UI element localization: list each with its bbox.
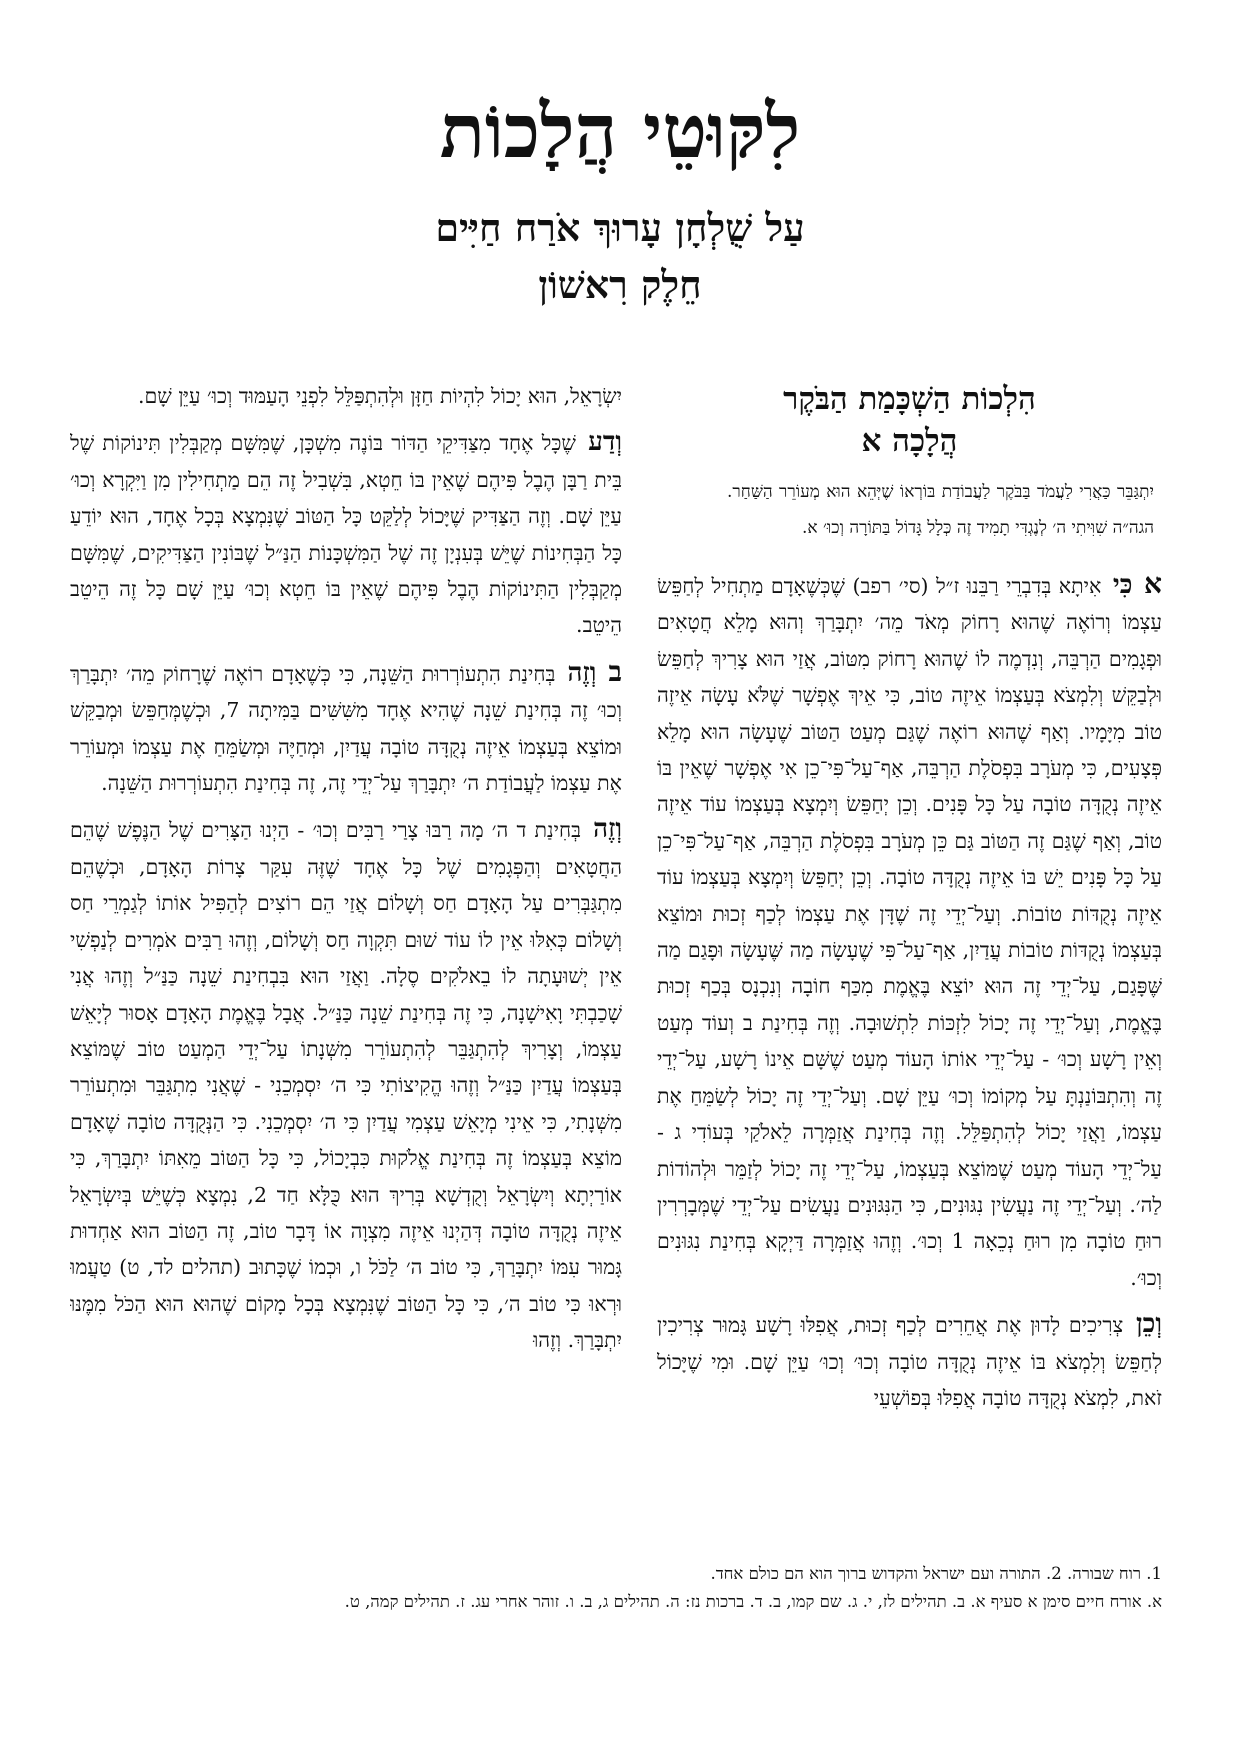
paragraph-text: אִיתָא בְּדִבְרֵי רַבֵּנוּ ז״ל (סי׳ רפב) שֶׁכְּשֶׁאָדָם מַתְחִיל לְחַפֵּשׂ עַצְמוֹ וְרוֹאֶה שֶׁהוּא רָחוֹק מְאֹד מֵה׳ יִתְבָּרַךְ וְהוּא מָלֵא חֲטָאִים וּפְגָמִים הַרְבֵּה, וְנִדְמֶה לוֹ שֶׁהוּא רָחוֹק מִטּוֹב, אֲזַי הוּא צָרִיךְ לְחַפֵּשׂ וּלְבַקֵּשׁ וְלִמְצֹא בְּעַצְמוֹ אֵיזֶה טוֹב, כִּי אֵיךְ אֶפְשָׁר שֶׁלֹּא עָשָׂה אֵיזֶה טוֹב מִיָּמָיו. וְאַף שֶׁהוּא רוֹאֶה שֶׁגַּם מְעַט הַטּוֹב שֶׁעָשָׂה הוּא מָלֵא פְּצָעִים, כִּי מְעֹרָב בִּפְסֹלֶת הַרְבֵּה, אַף־עַל־פִּי־כֵן אִי אֶפְשָׁר שֶׁאֵין בּוֹ אֵיזֶה נְקֻדָּה טוֹבָה עַל כָּל פָּנִים. וְכֵן יְחַפֵּשׂ וְיִמְצָא בְּעַצְמוֹ עוֹד אֵיזֶה טוֹב, וְאַף שֶׁגַּם זֶה הַטּוֹב גַּם כֵּן מְעֹרָב בִּפְסֹלֶת הַרְבֵּה, אַף־עַל־פִּי־כֵן עַל כָּל פָּנִים יֵשׁ בּוֹ אֵיזֶה נְקֻדָּה טוֹבָה. וְכֵן יְחַפֵּשׂ וְיִמְצָא בְּעַצְמוֹ עוֹד אֵיזֶה נְקֻדּוֹת טוֹבוֹת. וְעַל־יְדֵי זֶה שֶׁדָּן אֶת עַצְמוֹ לְכַף זְכוּת וּמוֹצֵא בְּעַצְמוֹ נְקֻדּוֹת טוֹבוֹת עֲדַיִן, אַף־עַל־פִּי שֶׁעָשָׂה מַה שֶּׁעָשָׂה וּפָגַם מַה שֶּׁפָּגַם, עַל־יְדֵי זֶה הוּא יוֹצֵא בֶּאֱמֶת מִכַּף חוֹבָה וְנִכְנָס בְּכַף זְכוּת בֶּאֱמֶת, וְעַל־יְדֵי זֶה יָכוֹל לִזְכּוֹת לִתְשׁוּבָה. וְזֶה בְּחִינַת ב וְעוֹד מְעַט וְאֵין רָשָׁע וְכוּ׳ - עַל־יְדֵי אוֹתוֹ הָעוֹד מְעַט שֶׁשָּׁם אֵינוֹ רָשָׁע, עַל־יְדֵי זֶה וְהִתְבּוֹנַנְתָּ עַל מְקוֹמוֹ וְכוּ׳ עַיֵּן שָׁם. וְעַל־יְדֵי זֶה יָכוֹל לְשַׂמֵּחַ אֶת עַצְמוֹ, וַאֲזַי יָכוֹל לְהִתְפַּלֵּל. וְזֶה בְּחִינַת אֲזַמְּרָה לֵאלֹקַי בְּעוֹדִי ג - עַל־יְדֵי הָעוֹד מְעַט שֶׁמּוֹצֵא בְּעַצְמוֹ, עַל־יְדֵי זֶה יָכוֹל לְזַמֵּר וּלְהוֹדוֹת לַה׳. וְעַל־יְדֵי זֶה נַעֲשִׂין נִגּוּנִים, כִּי הַנִּגּוּנִים נַעֲשִׂים עַל־יְדֵי שֶׁמְּבָרְרִין רוּחַ טוֹבָה מִן רוּחַ נְכֵאָה 1 וְכוּ׳. וְזֶהוּ אֲזַמְּרָה דַּיְקָא בְּחִינַת נִגּוּנִים וְכוּ׳. bbox=[657, 574, 1162, 1290]
opening-word: וְדַע bbox=[588, 427, 622, 458]
shulchan-aruch-quote: יִתְגַּבֵּר כַּאֲרִי לַעֲמֹד בַּבֹּקֶר לַעֲבוֹדַת בּוֹרְאוֹ שֶׁיְּהֵא הוּא מְעוֹרֵר הַשַּׁחַר. הגה״ה שִׁוִּיתִי ה׳ לְנֶגְדִּי תָמִיד זֶה כְּלָל גָּדוֹל בַּתּוֹרָה וְכוּ׳ א. bbox=[727, 482, 1154, 538]
paragraph-text: צְרִיכִים לָדוּן אֶת אֲחֵרִים לְכַף זְכוּת, אֲפִלּוּ רָשָׁע גָּמוּר צְרִיכִין לְחַפֵּשׂ וְלִמְצֹא בּוֹ אֵיזֶה נְקֻדָּה טוֹבָה וְכוּ׳ וְכוּ׳ עַיֵּן שָׁם. וּמִי שֶׁיָּכוֹל זֹאת, לִמְצֹא נְקֻדָּה טוֹבָה אֲפִלּוּ בְּפוֹשְׁעֵי bbox=[657, 1313, 1162, 1410]
paragraph-continuation bbox=[70, 378, 622, 414]
opening-word: כִּי bbox=[1112, 570, 1133, 600]
book-part: חֵלֶק רִאשׁוֹן bbox=[538, 262, 702, 307]
paragraph-vezeh bbox=[70, 811, 622, 1358]
paragraph-veda bbox=[70, 424, 622, 643]
paragraph-letter: ב bbox=[608, 654, 622, 688]
footnotes bbox=[78, 1560, 1162, 1616]
opening-word: וְזֶה bbox=[567, 657, 597, 688]
footnote-line-sources: א. אורח חיים סימן א סעיף א. ב. תהילים לז, י. ג. שם קמו, ב. ד. ברכות נז: ה. תהילים ג, ב. ו. זוהר אחרי עג. ז. תהילים קמה, ט. bbox=[344, 1592, 1162, 1611]
paragraph-text: יִשְׂרָאֵל, הוּא יָכוֹל לִהְיוֹת חַזָּן וּלְהִתְפַּלֵּל לִפְנֵי הָעַמּוּד וְכוּ׳ עַיֵּן שָׁם. bbox=[137, 384, 622, 408]
paragraph-text: שֶׁכָּל אֶחָד מִצַּדִּיקֵי הַדּוֹר בּוֹנֶה מִשְׁכָּן, שֶׁמִּשָּׁם מְקַבְּלִין תִּינוֹקוֹת שֶׁל בֵּית רַבָּן הֶבֶל פִּיהֶם שֶׁאֵין בּוֹ חֵטְא, בִּשְׁבִיל זֶה הֵם מַתְחִילִין מִן וַיִּקְרָא וְכוּ׳ עַיֵּן שָׁם. וְזֶה הַצַּדִּיק שֶׁיָּכוֹל לְלַקֵּט כָּל הַטּוֹב שֶׁנִּמְצָא בְּכָל אֶחָד, הוּא יוֹדֵעַ כָּל הַבְּחִינוֹת שֶׁיֵּשׁ בְּעִנְיָן זֶה שֶׁל הַמִּשְׁכָּנוֹת הַנַּ״ל שֶׁבּוֹנִין הַצַּדִּיקִים, שֶׁמִּשָּׁם מְקַבְּלִין הַתִּינוֹקוֹת הֶבֶל פִּיהֶם שֶׁאֵין בּוֹ חֵטְא וְכוּ׳ עַיֵּן שָׁם כָּל זֶה הֵיטֵב הֵיטֵב. bbox=[70, 431, 622, 638]
opening-word: וְזֶה bbox=[593, 814, 622, 845]
left-column bbox=[70, 378, 622, 1538]
paragraph-bet bbox=[70, 654, 622, 802]
section-title: הִלְכוֹת הַשְׁכָּמַת הַבֹּקֶר bbox=[783, 381, 1036, 417]
opening-word: וְכֵן bbox=[1136, 1309, 1162, 1340]
book-subtitle: עַל שֻׁלְחָן עָרוּךְ אֹרַח חַיִּים bbox=[435, 205, 805, 250]
right-column bbox=[657, 378, 1162, 1538]
paragraph-letter: א bbox=[1143, 567, 1162, 600]
book-title: לִקּוּטֵי הֲלָכוֹת bbox=[439, 89, 801, 175]
paragraph-aleph bbox=[657, 566, 1162, 1296]
halacha-title: הֲלָכָה א bbox=[861, 423, 958, 459]
paragraph-text: בְּחִינַת הִתְעוֹרְרוּת הַשֵּׁנָה, כִּי כְּשֶׁאָדָם רוֹאֶה שֶׁרָחוֹק מֵה׳ יִתְבָּרַךְ וְכוּ׳ זֶה בְּחִינַת שֵׁנָה שֶׁהִיא אֶחָד מִשִּׁשִּׁים בַּמִּיתָה 7, וּכְשֶׁמְּחַפֵּשׂ וּמְבַקֵּשׁ וּמוֹצֵא בְּעַצְמוֹ אֵיזֶה נְקֻדָּה טוֹבָה עֲדַיִן, וּמְחַיֶּה וּמְשַׂמֵּחַ אֶת עַצְמוֹ וּמְעוֹרֵר אֶת עַצְמוֹ לַעֲבוֹדַת ה׳ יִתְבָּרַךְ עַל־יְדֵי זֶה, זֶה בְּחִינַת הִתְעוֹרְרוּת הַשֵּׁנָה. bbox=[70, 661, 622, 796]
paragraph-vechen bbox=[657, 1306, 1162, 1416]
paragraph-text: בְּחִינַת ד ה׳ מָה רַבּוּ צָרַי רַבִּים וְכוּ׳ - הַיְנוּ הַצָּרִים שֶׁל הַנֶּפֶשׁ שֶׁהֵם הַחֲטָאִים וְהַפְּגָמִים שֶׁל כָּל אֶחָד שֶׁזֶּה עִקַּר צָרוֹת הָאָדָם, וּכְשֶׁהֵם מִתְגַּבְּרִים עַל הָאָדָם חַס וְשָׁלוֹם אֲזַי הֵם רוֹצִים לְהַפִּיל אוֹתוֹ לְגַמְרֵי חַס וְשָׁלוֹם כְּאִלּוּ אֵין לוֹ עוֹד שׁוּם תִּקְוָה חַס וְשָׁלוֹם, וְזֶהוּ רַבִּים אֹמְרִים לְנַפְשִׁי אֵין יְשׁוּעָתָה לוֹ בֵאלֹקִים סֶלָה. וַאֲזַי הוּא בִּבְחִינַת שֵׁנָה כַּנַּ״ל וְזֶהוּ אֲנִי שָׁכַבְתִּי וָאִישָׁנָה, כִּי זֶה בְּחִינַת שֵׁנָה כַּנַּ״ל. אֲבָל בֶּאֱמֶת הָאָדָם אָסוּר לְיָאֵשׁ עַצְמוֹ, וְצָרִיךְ לְהִתְגַּבֵּר לְהִתְעוֹרֵר מִשְּׁנָתוֹ עַל־יְדֵי הַמְעַט טוֹב שֶׁמּוֹצֵא בְּעַצְמוֹ עֲדַיִן כַּנַּ״ל וְזֶהוּ הֱקִיצוֹתִי כִּי ה׳ יִסְמְכֵנִי - שֶׁאֲנִי מִתְגַּבֵּר וּמִתְעוֹרֵר מִשְּׁנָתִי, כִּי אֵינִי מְיָאֵשׁ עַצְמִי עֲדַיִן כִּי ה׳ יִסְמְכֵנִי. כִּי הַנְּקֻדָּה טוֹבָה שֶׁאָדָם מוֹצֵא בְּעַצְמוֹ זֶה בְּחִינַת אֱלֹקוּת כִּבְיָכוֹל, כִּי כָּל הַטּוֹב מֵאִתּוֹ יִתְבָּרַךְ, כִּי אוֹרַיְתָא וְיִשְׂרָאֵל וְקֻדְשָׁא בְּרִיךְ הוּא כֻּלָּא חַד 2, נִמְצָא כְּשֶׁיֵּשׁ בְּיִשְׂרָאֵל אֵיזֶה נְקֻדָּה טוֹבָה דְּהַיְנוּ אֵיזֶה מִצְוָה אוֹ דָּבָר טוֹב, זֶה הַטּוֹב הוּא אַחְדוּת גָּמוּר עִמּוֹ יִתְבָּרַךְ, כִּי טוֹב ה׳ לַכֹּל ו, וּכְמוֹ שֶׁכָּתוּב (תהלים לד, ט) טַעֲמוּ וּרְאוּ כִּי טוֹב ה׳, כִּי כָּל הַטּוֹב שֶׁנִּמְצָא בְּכָל מָקוֹם שֶׁהוּא הוּא הַכֹּל מִמֶּנּוּ יִתְבָּרַךְ. וְזֶהוּ bbox=[70, 818, 622, 1353]
footnote-line-numeric: 1. רוח שבורה. 2. התורה ועם ישראל והקדוש ברוך הוא הם כולם אחד. bbox=[710, 1564, 1162, 1583]
